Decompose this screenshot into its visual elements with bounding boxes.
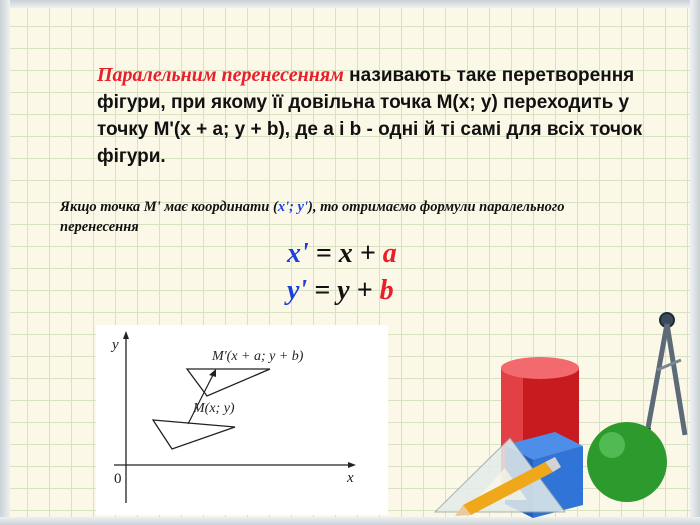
formula-x-op: = x + (308, 238, 383, 269)
y-axis-arrow (123, 331, 129, 339)
definition-body: називають таке перетворення фігури, при якому її довільна точка М(х; у) переходить у точку М'(х + а; у + b), де а і b - одні й ті самі для всіх точок фігури. (97, 65, 643, 167)
geometry-decoration (405, 300, 695, 520)
definition-term: Паралельним перенесенням (97, 64, 344, 86)
formula-y-lhs: y' (287, 275, 308, 306)
y-axis-label: y (112, 337, 119, 353)
sphere-shape (587, 422, 667, 502)
origin-label: 0 (114, 471, 122, 487)
formula-x-lhs: x' (287, 238, 309, 269)
intro-before: Якщо точка М' має координати ( (60, 199, 278, 215)
sphere-highlight (599, 432, 625, 458)
original-triangle (153, 420, 235, 449)
formula-x (287, 238, 397, 270)
translation-diagram (96, 325, 388, 515)
compass-icon (646, 313, 685, 442)
definition-text (97, 62, 657, 170)
formula-x-rhs: a (382, 238, 397, 269)
frame-left (0, 0, 10, 525)
frame-top (0, 0, 700, 8)
point-m-prime-label: M'(x + a; y + b) (212, 349, 304, 364)
x-axis-label: x (347, 470, 354, 486)
translated-triangle (187, 369, 270, 396)
formula-y-op: = y + (307, 275, 380, 306)
formula-y (287, 275, 394, 307)
intro-coords: x'; y' (277, 199, 309, 215)
translation-arrowhead (209, 369, 216, 377)
point-m-label: M(x; y) (193, 401, 235, 416)
intro-text (60, 197, 620, 237)
formula-y-rhs: b (379, 275, 394, 306)
x-axis-arrow (348, 462, 356, 468)
intro-after: ), то отримаємо формули паралельного перенесення (60, 199, 565, 235)
translation-arrow (188, 373, 214, 424)
